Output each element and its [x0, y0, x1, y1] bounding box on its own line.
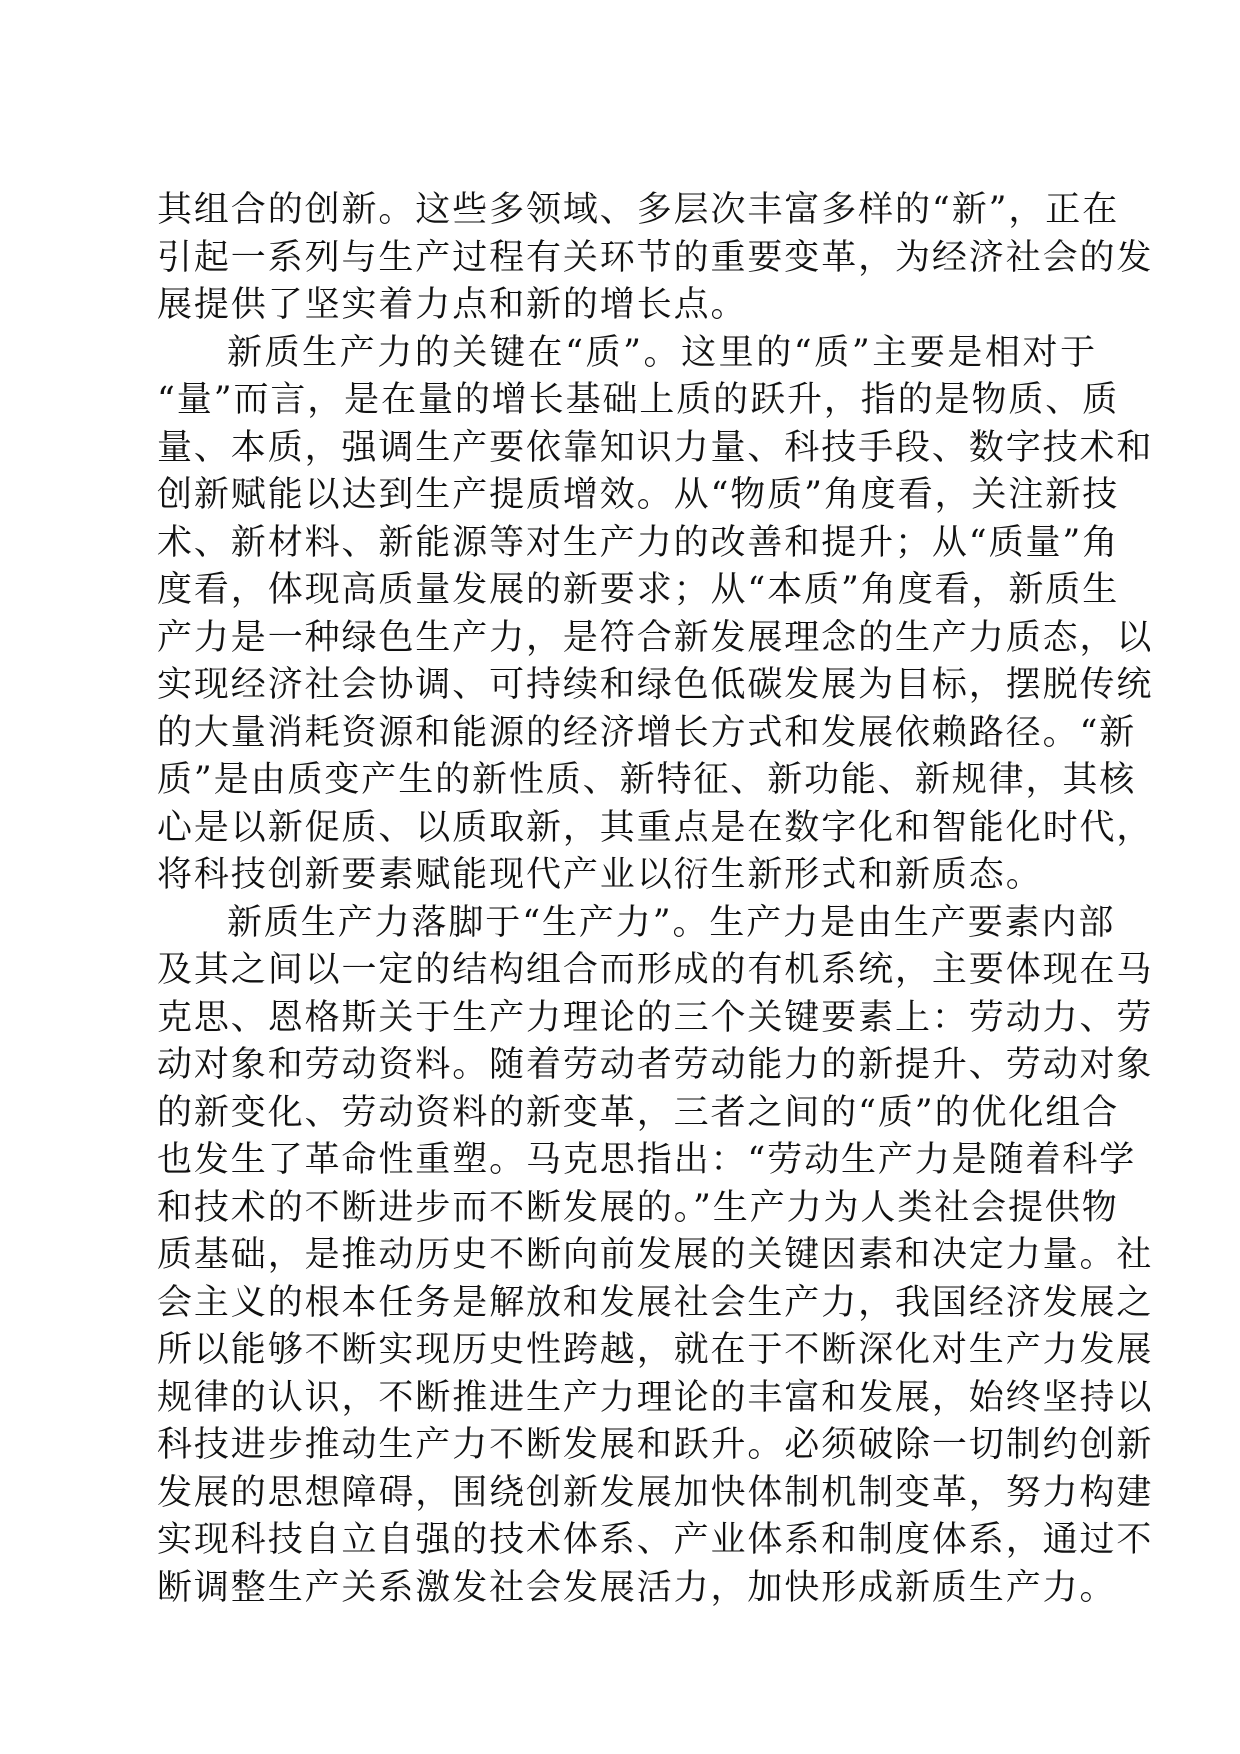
text-line: 的新变化、劳动资料的新变革，三者之间的“质”的优化组合	[157, 1092, 1120, 1133]
text-line: 创新赋能以达到生产提质增效。从“物质”角度看，关注新技	[157, 475, 1120, 515]
text-line: 断调整生产关系激发社会发展活力，加快形成新质生产力。	[157, 1567, 1117, 1608]
text-line: 新质生产力的关键在“质”。这里的“质”主要是相对于	[227, 332, 1097, 373]
text-line: 会主义的根本任务是解放和发展社会生产力，我国经济发展之	[157, 1282, 1154, 1323]
text-line: 发展的思想障碍，围绕创新发展加快体制机制变革，努力构建	[157, 1472, 1154, 1513]
text-line: 规律的认识，不断推进生产力理论的丰富和发展，始终坚持以	[157, 1377, 1154, 1418]
text-line: 实现经济社会协调、可持续和绿色低碳发展为目标，摆脱传统	[157, 665, 1154, 705]
text-line: 度看，体现高质量发展的新要求；从“本质”角度看，新质生	[157, 570, 1120, 610]
text-line: 实现科技自立自强的技术体系、产业体系和制度体系，通过不	[157, 1520, 1154, 1560]
text-line: 质”是由质变产生的新性质、新特征、新功能、新规律，其核	[157, 760, 1137, 800]
text-line: 量、本质，强调生产要依靠知识力量、科技手段、数字技术和	[157, 427, 1154, 468]
text-line: 科技进步推动生产力不断发展和跃升。必须破除一切制约创新	[157, 1425, 1154, 1465]
text-line: 心是以新促质、以质取新，其重点是在数字化和智能化时代，	[157, 807, 1154, 848]
text-line: 也发生了革命性重塑。马克思指出：“劳动生产力是随着科学	[157, 1140, 1137, 1180]
text-line: 展提供了坚实着力点和新的增长点。	[157, 285, 748, 325]
text-line: 及其之间以一定的结构组合而形成的有机系统，主要体现在马	[157, 950, 1154, 990]
text-line: 引起一系列与生产过程有关环节的重要变革，为经济社会的发	[157, 237, 1154, 278]
document-page	[157, 187, 1154, 1612]
paragraph-2	[157, 330, 1154, 900]
text-line: 克思、恩格斯关于生产力理论的三个关键要素上：劳动力、劳	[157, 997, 1154, 1038]
text-line: 其组合的创新。这些多领域、多层次丰富多样的“新”，正在	[157, 190, 1120, 230]
text-line: 产力是一种绿色生产力，是符合新发展理念的生产力质态，以	[157, 617, 1154, 658]
text-line: 动对象和劳动资料。随着劳动者劳动能力的新提升、劳动对象	[157, 1045, 1154, 1085]
paragraph-1	[157, 187, 1154, 330]
text-line: “量”而言，是在量的增长基础上质的跃升，指的是物质、质	[157, 380, 1120, 420]
text-line: 所以能够不断实现历史性跨越，就在于不断深化对生产力发展	[157, 1330, 1154, 1370]
text-line: 术、新材料、新能源等对生产力的改善和提升；从“质量”角	[157, 522, 1120, 563]
text-line: 质基础，是推动历史不断向前发展的关键因素和决定力量。社	[157, 1235, 1154, 1275]
paragraph-3	[157, 900, 1154, 1613]
text-line: 将科技创新要素赋能现代产业以衍生新形式和新质态。	[157, 855, 1043, 895]
text-line: 的大量消耗资源和能源的经济增长方式和发展依赖路径。“新	[157, 712, 1137, 753]
text-line: 新质生产力落脚于“生产力”。生产力是由生产要素内部	[227, 902, 1116, 943]
text-line: 和技术的不断进步而不断发展的。”生产力为人类社会提供物	[157, 1187, 1119, 1228]
